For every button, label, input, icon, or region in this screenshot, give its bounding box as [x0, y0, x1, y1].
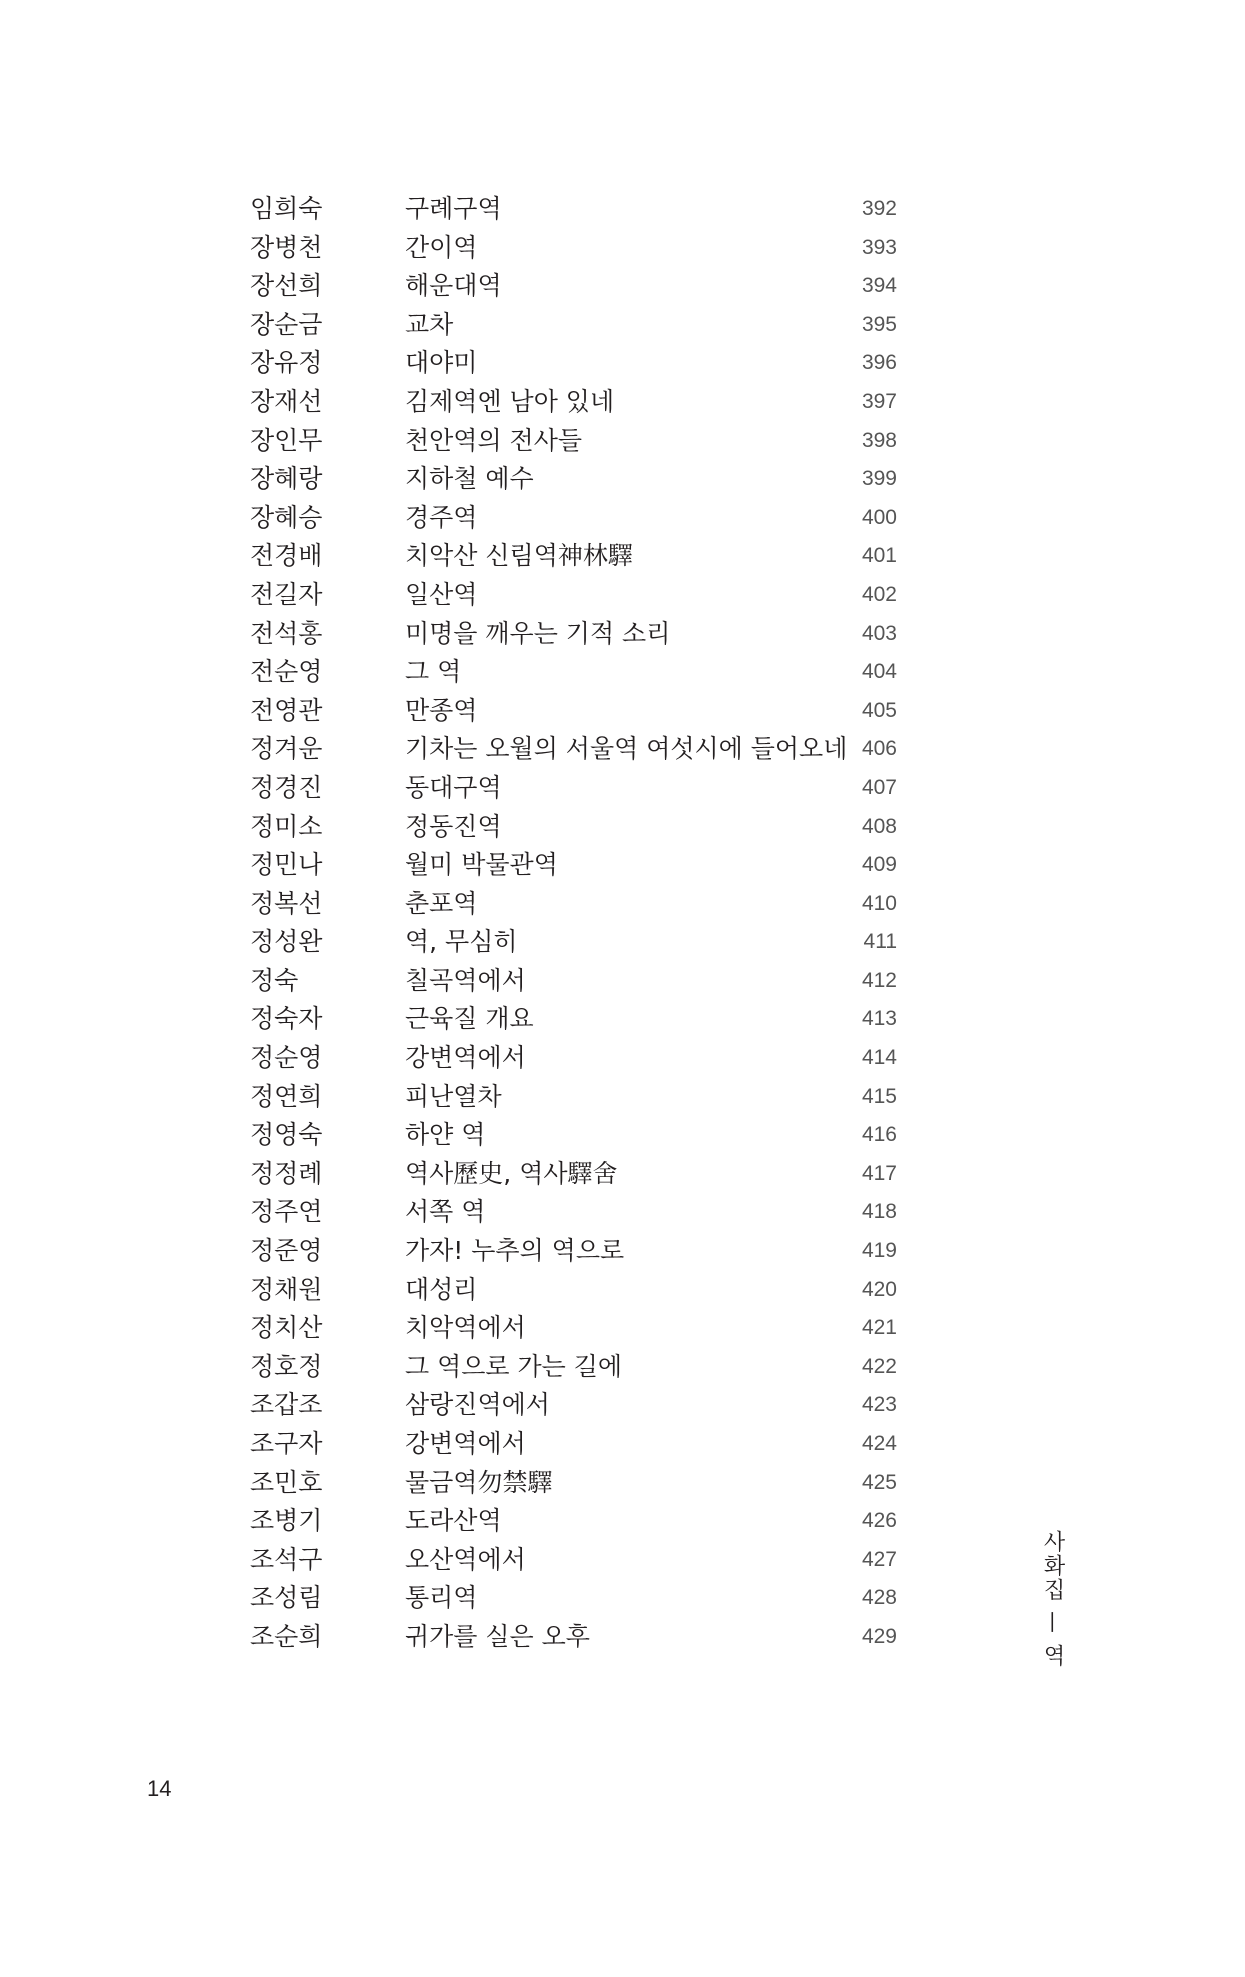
author-name: 정겨운	[250, 734, 323, 764]
page-ref: 424	[861, 1432, 897, 1455]
page-ref: 403	[861, 621, 897, 645]
toc-entry	[0, 769, 1245, 808]
author-name: 장선희	[250, 271, 323, 301]
author-name: 정치산	[250, 1313, 323, 1343]
toc-entry	[0, 537, 1245, 576]
toc-entry	[0, 1193, 1245, 1232]
toc-entry	[0, 1271, 1245, 1310]
toc-entry	[0, 1309, 1245, 1348]
poem-title: 하얀 역	[405, 1120, 486, 1150]
author-name: 장혜승	[250, 502, 323, 532]
author-name: 정영숙	[250, 1120, 323, 1150]
page-ref: 399	[861, 467, 897, 491]
page-ref: 427	[861, 1547, 897, 1571]
page-ref: 416	[861, 1123, 897, 1147]
toc-entry	[0, 576, 1245, 615]
poem-title: 오산역에서	[405, 1544, 526, 1574]
page-ref: 413	[861, 1007, 897, 1031]
poem-title: 대야미	[405, 348, 478, 378]
poem-title: 도라산역	[405, 1506, 502, 1536]
toc-entry	[0, 885, 1245, 924]
poem-title: 그 역	[405, 657, 462, 687]
page-ref: 398	[861, 428, 897, 452]
toc-entry	[0, 962, 1245, 1001]
toc-entry	[0, 1348, 1245, 1387]
toc-entry	[0, 923, 1245, 962]
toc-entry	[0, 730, 1245, 769]
page-ref: 396	[861, 351, 897, 375]
toc-entry	[0, 615, 1245, 654]
page-ref: 393	[861, 235, 897, 259]
toc-entry	[0, 460, 1245, 499]
page-ref: 422	[861, 1354, 897, 1378]
poem-title: 그 역으로 가는 길에	[405, 1351, 623, 1381]
toc-entry	[0, 846, 1245, 885]
page-ref: 400	[861, 505, 897, 529]
page-ref: 419	[861, 1239, 897, 1263]
author-name: 조병기	[250, 1506, 323, 1536]
toc-entry	[0, 1425, 1245, 1464]
author-name: 조성림	[250, 1583, 323, 1613]
page-ref: 407	[861, 775, 897, 799]
toc-entry	[0, 1155, 1245, 1194]
author-name: 전석홍	[250, 618, 323, 648]
author-name: 정민나	[250, 850, 323, 880]
page-ref: 426	[861, 1509, 897, 1533]
author-name: 정호정	[250, 1351, 323, 1381]
author-name: 전길자	[250, 579, 323, 609]
poem-title: 치악산 신림역神林驛	[405, 541, 633, 571]
poem-title: 간이역	[405, 232, 478, 262]
author-name: 조갑조	[250, 1390, 323, 1420]
toc-entry	[0, 383, 1245, 422]
page-ref: 421	[861, 1316, 897, 1340]
page-ref: 423	[861, 1393, 897, 1417]
toc-entry	[0, 344, 1245, 383]
poem-title: 대성리	[405, 1274, 478, 1304]
page-ref: 402	[861, 582, 897, 606]
author-name: 정숙자	[250, 1004, 323, 1034]
page-ref: 428	[861, 1586, 897, 1610]
page-ref: 395	[861, 312, 897, 336]
page-ref: 415	[861, 1084, 897, 1108]
table-of-contents	[0, 190, 1245, 1657]
author-name: 장병천	[250, 232, 323, 262]
poem-title: 월미 박물관역	[405, 850, 558, 880]
page-ref: 411	[863, 930, 897, 954]
poem-title: 강변역에서	[405, 1043, 526, 1073]
toc-entry	[0, 808, 1245, 847]
page-ref: 392	[861, 197, 897, 220]
author-name: 전순영	[250, 657, 323, 687]
author-name: 전영관	[250, 695, 323, 725]
poem-title: 동대구역	[405, 772, 502, 802]
page-number: 14	[147, 1776, 172, 1801]
poem-title: 물금역勿禁驛	[405, 1467, 553, 1497]
page-ref: 425	[861, 1470, 897, 1494]
author-name: 정연희	[250, 1081, 323, 1111]
poem-title: 근육질 개요	[405, 1004, 534, 1034]
author-name: 전경배	[250, 541, 323, 571]
poem-title: 치악역에서	[405, 1313, 526, 1343]
running-head: 사화집 — 역	[1040, 1530, 1065, 1668]
author-name: 정채원	[250, 1274, 323, 1304]
author-name: 정준영	[250, 1236, 323, 1266]
author-name: 조석구	[250, 1544, 323, 1574]
page-ref: 405	[861, 698, 897, 722]
author-name: 정성완	[250, 927, 323, 957]
page-ref: 418	[861, 1200, 897, 1224]
author-name: 장재선	[250, 386, 323, 416]
toc-entry	[0, 1386, 1245, 1425]
poem-title: 피난열차	[405, 1081, 502, 1111]
author-name: 장인무	[250, 425, 323, 455]
page-ref: 417	[861, 1161, 897, 1185]
page-ref: 394	[861, 274, 897, 298]
author-name: 정정례	[250, 1158, 323, 1188]
poem-title: 천안역의 전사들	[405, 425, 582, 455]
poem-title: 정동진역	[405, 811, 502, 841]
toc-entry	[0, 1116, 1245, 1155]
page-ref: 412	[861, 968, 897, 992]
author-name: 정미소	[250, 811, 323, 841]
toc-entry	[0, 1039, 1245, 1078]
poem-title: 구례구역	[405, 194, 502, 223]
author-name: 장혜랑	[250, 464, 323, 494]
toc-entry	[0, 1078, 1245, 1117]
poem-title: 서쪽 역	[405, 1197, 486, 1227]
toc-entry	[0, 1232, 1245, 1271]
page-ref: 397	[861, 389, 897, 413]
toc-entry	[0, 190, 1245, 229]
author-name: 정순영	[250, 1043, 323, 1073]
poem-title: 역, 무심히	[405, 927, 518, 957]
poem-title: 기차는 오월의 서울역 여섯시에 들어오네	[405, 734, 848, 764]
poem-title: 지하철 예수	[405, 464, 534, 494]
toc-entry	[0, 229, 1245, 268]
poem-title: 귀가를 실은 오후	[405, 1621, 590, 1651]
toc-entry	[0, 306, 1245, 345]
author-name: 장유정	[250, 348, 323, 378]
author-name: 조민호	[250, 1467, 323, 1497]
page-ref: 420	[861, 1277, 897, 1301]
author-name: 임희숙	[250, 194, 323, 223]
poem-title: 강변역에서	[405, 1429, 526, 1458]
toc-entry	[0, 1000, 1245, 1039]
toc-entry	[0, 1464, 1245, 1503]
poem-title: 역사歷史, 역사驛舍	[405, 1158, 618, 1188]
author-name: 정복선	[250, 888, 323, 918]
page-ref: 410	[861, 891, 897, 915]
poem-title: 경주역	[405, 502, 478, 532]
toc-entry	[0, 499, 1245, 538]
poem-title: 춘포역	[405, 888, 478, 918]
page-ref: 414	[861, 1046, 897, 1070]
page-ref: 401	[861, 544, 897, 568]
page-ref: 404	[861, 660, 897, 684]
poem-title: 가자! 누추의 역으로	[405, 1236, 625, 1266]
author-name: 조구자	[250, 1429, 323, 1458]
poem-title: 김제역엔 남아 있네	[405, 386, 615, 416]
author-name: 조순희	[250, 1621, 323, 1651]
author-name: 정숙	[250, 965, 299, 995]
page-ref: 408	[861, 814, 897, 838]
toc-entry	[0, 267, 1245, 306]
author-name: 정주연	[250, 1197, 323, 1227]
toc-entry	[0, 692, 1245, 731]
poem-title: 해운대역	[405, 271, 502, 301]
page-ref: 409	[861, 853, 897, 877]
toc-entry	[0, 422, 1245, 461]
poem-title: 통리역	[405, 1583, 478, 1613]
poem-title: 삼랑진역에서	[405, 1390, 550, 1420]
author-name: 정경진	[250, 772, 323, 802]
poem-title: 미명을 깨우는 기적 소리	[405, 618, 671, 648]
poem-title: 칠곡역에서	[405, 965, 526, 995]
page-ref: 406	[861, 737, 897, 761]
poem-title: 교차	[405, 309, 454, 339]
page-ref: 429	[861, 1624, 897, 1648]
toc-entry	[0, 653, 1245, 692]
poem-title: 일산역	[405, 579, 478, 609]
author-name: 장순금	[250, 309, 323, 339]
poem-title: 만종역	[405, 695, 478, 725]
